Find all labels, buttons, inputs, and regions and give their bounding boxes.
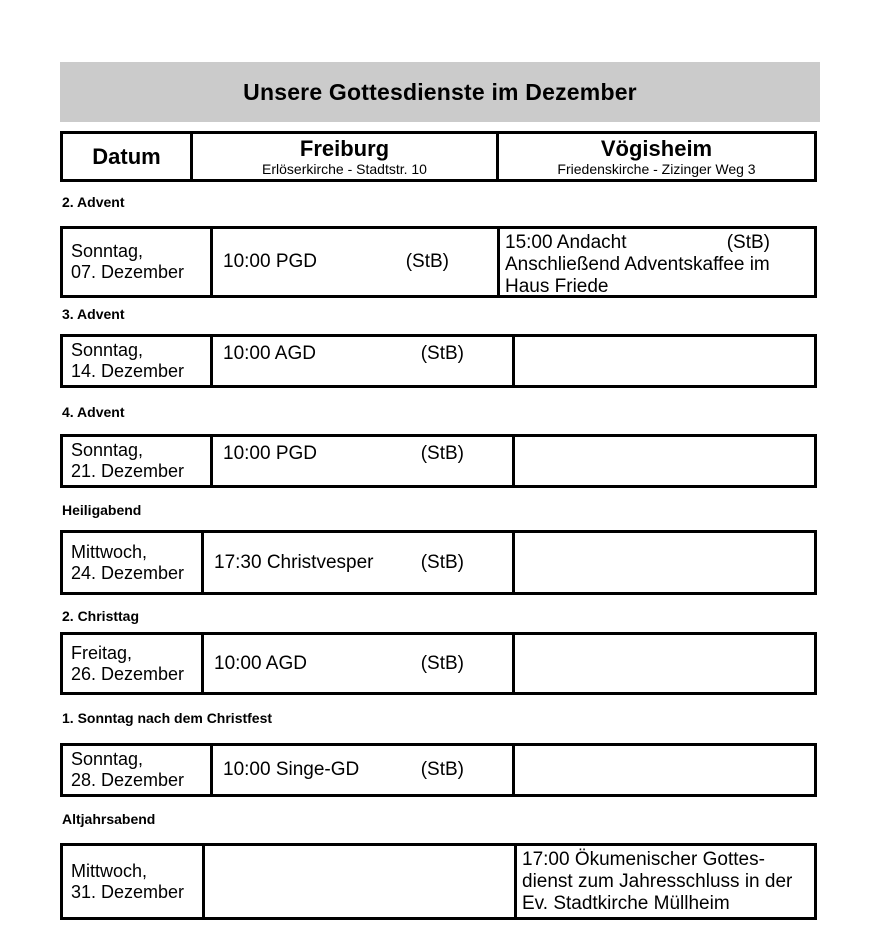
date-day: 21. Dezember (71, 461, 185, 481)
freiburg-cell (204, 635, 515, 692)
freiburg-cell (213, 337, 515, 385)
service-text: 17:30 Christvesper (214, 551, 374, 573)
header-cell-freiburg (193, 134, 499, 179)
title-bar (60, 62, 820, 122)
service-tag: (StB) (420, 343, 464, 364)
voegisheim-cell (500, 229, 814, 295)
service-tag: (StB) (420, 443, 464, 464)
section-label-heiligabend: Heiligabend (62, 502, 142, 518)
freiburg-cell (205, 846, 517, 917)
service-tag: (StB) (420, 652, 464, 674)
date-cell (63, 635, 204, 692)
header-datum-label: Datum (92, 143, 161, 169)
header-cell-voegisheim (499, 134, 814, 179)
section-label-3-advent: 3. Advent (62, 306, 125, 322)
section-label-2-christtag: 2. Christtag (62, 608, 140, 624)
date-weekday: Sonntag, (71, 241, 144, 261)
service-text: 10:00 PGD (223, 251, 317, 272)
date-weekday: Freitag, (71, 642, 133, 663)
date-day: 31. Dezember (71, 881, 185, 902)
schedule-row-14-dezember (60, 334, 817, 388)
date-day: 28. Dezember (71, 770, 185, 790)
freiburg-cell (213, 437, 515, 485)
service-tag: (StB) (420, 759, 464, 780)
voegisheim-cell (515, 533, 814, 592)
voegisheim-cell (515, 635, 814, 692)
date-cell (63, 229, 213, 295)
service-tag: (StB) (405, 251, 449, 272)
date-cell (63, 337, 213, 385)
section-label-2-advent: 2. Advent (62, 194, 125, 210)
section-label-altjahrsabend: Altjahrsabend (62, 811, 156, 827)
schedule-header-row (60, 131, 817, 182)
freiburg-cell (213, 229, 500, 295)
voegisheim-cell (515, 437, 814, 485)
date-cell (63, 746, 213, 794)
service-text: Haus Friede (505, 276, 609, 295)
service-text: 10:00 AGD (214, 652, 307, 674)
section-label-1-sonntag-nach-christfest: 1. Sonntag nach dem Christfest (62, 710, 273, 726)
service-tag: (StB) (726, 232, 770, 253)
service-text: dienst zum Jahresschluss in der (522, 871, 793, 892)
service-text: 17:00 Ökumenischer Gottes- (522, 849, 765, 870)
date-day: 26. Dezember (71, 663, 185, 684)
schedule-row-24-dezember (60, 530, 817, 595)
date-weekday: Mittwoch, (71, 860, 148, 881)
date-day: 24. Dezember (71, 562, 185, 583)
date-weekday: Sonntag, (71, 749, 144, 769)
service-text: Anschließend Adventskaffee im (505, 254, 770, 275)
schedule-row-26-dezember (60, 632, 817, 695)
header-cell-datum (63, 134, 193, 179)
voegisheim-cell (515, 337, 814, 385)
date-weekday: Sonntag, (71, 440, 144, 460)
service-text: 10:00 Singe-GD (223, 759, 360, 780)
date-day: 14. Dezember (71, 361, 185, 381)
date-cell (63, 846, 205, 917)
date-cell (63, 533, 204, 592)
voegisheim-cell (517, 846, 814, 917)
date-cell (63, 437, 213, 485)
header-voegisheim-name: Vögisheim (600, 135, 713, 161)
service-text: Ev. Stadtkirche Müllheim (522, 893, 730, 914)
document-title: Unsere Gottesdienste im Dezember (243, 78, 637, 105)
freiburg-cell (213, 746, 515, 794)
header-voegisheim-subtitle: Friedenskirche - Zizinger Weg 3 (557, 160, 756, 177)
header-freiburg-name: Freiburg (299, 135, 390, 161)
date-weekday: Sonntag, (71, 340, 144, 360)
date-weekday: Mittwoch, (71, 541, 148, 562)
service-text: 10:00 AGD (223, 343, 316, 364)
date-day: 07. Dezember (71, 262, 185, 282)
freiburg-cell (204, 533, 515, 592)
service-tag: (StB) (420, 551, 464, 573)
schedule-row-31-dezember (60, 843, 817, 920)
section-label-4-advent: 4. Advent (62, 404, 125, 420)
schedule-row-07-dezember (60, 226, 817, 298)
service-text: 15:00 Andacht (505, 232, 627, 253)
schedule-row-21-dezember (60, 434, 817, 488)
schedule-row-28-dezember (60, 743, 817, 797)
voegisheim-cell (515, 746, 814, 794)
header-freiburg-subtitle: Erlöserkirche - Stadtstr. 10 (262, 160, 427, 177)
service-text: 10:00 PGD (223, 443, 317, 464)
